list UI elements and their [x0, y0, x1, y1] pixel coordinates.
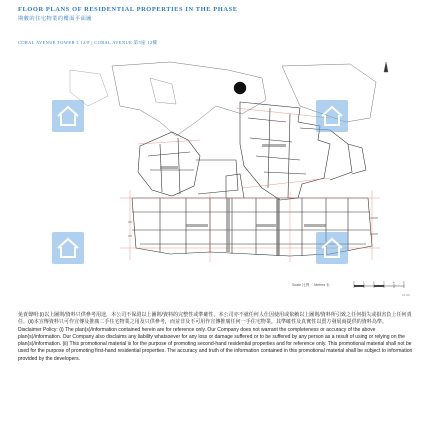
scale-label-text: Scale 比例	[292, 283, 310, 287]
scale-unit-text: Metres 米	[314, 283, 330, 287]
watermark-logo-icon	[55, 235, 81, 261]
scale-label	[292, 283, 330, 288]
scale-tick: 2	[373, 281, 375, 285]
tower-floor-label: CORAL AVENUE TOWER 5 12/F | CORAL AVENUE 第5座 12樓	[18, 40, 158, 45]
watermark-logo-icon	[319, 103, 345, 129]
scale-tick: 4	[393, 281, 395, 285]
watermark	[316, 100, 348, 132]
watermark-logo-icon	[319, 235, 345, 261]
watermark	[52, 232, 84, 264]
scale-tick: 1	[363, 281, 365, 285]
page-title-chinese: 期數的住宅物業的樓面平面圖	[18, 16, 92, 22]
plan-reference-code: 12-09	[402, 293, 410, 297]
page-title: FLOOR PLANS OF RESIDENTIAL PROPERTIES IN THE PHASE	[18, 6, 238, 13]
watermark	[52, 100, 84, 132]
scale-tick: 3	[383, 281, 385, 285]
page-header	[18, 6, 418, 22]
scale-tick: 5	[403, 281, 405, 285]
disclaimer-chinese: 免責聲明:(i)以上圖則/資料只供參考用途，本公司不保證以上圖則/資料的完整性或準確性，本公司亦不就任何人仕因使用或依賴以上圖則/資料所引致之任何損失或損害負上任何責任。(ii)本宣傳資料只可作宣傳及推廣二手住宅物業之用及只供參考，而並非及不可用作宣傳推廣任何一手住宅物業。其準確性及真實性以賣方發展商提供的資料為準。	[18, 312, 412, 326]
disclaimer	[18, 312, 414, 363]
scale-bar	[352, 281, 406, 290]
scale-tick: 0	[353, 281, 355, 285]
disclaimer-english: Disclaimer Policy: (i) The plan(s)/information contained herein are for reference only. Our Company does not warrant the completeness or accuracy of the above plan(s)/information. Our Company also disclaims any liability whatsoever for any loss or damage suffered or to be suffered by any person as a result of using or relying on the plan(s)/information. (ii) This promotional material is for the purpose of promoting second-hand residential properties and for reference only. This promotional material shall not be used for the purpose of promoting first-hand residential properties. The accuracy and truth of the information contained in this promotional material shall be subject to information provided by the developers.	[18, 326, 413, 362]
watermark-logo-icon	[55, 103, 81, 129]
watermark	[316, 232, 348, 264]
